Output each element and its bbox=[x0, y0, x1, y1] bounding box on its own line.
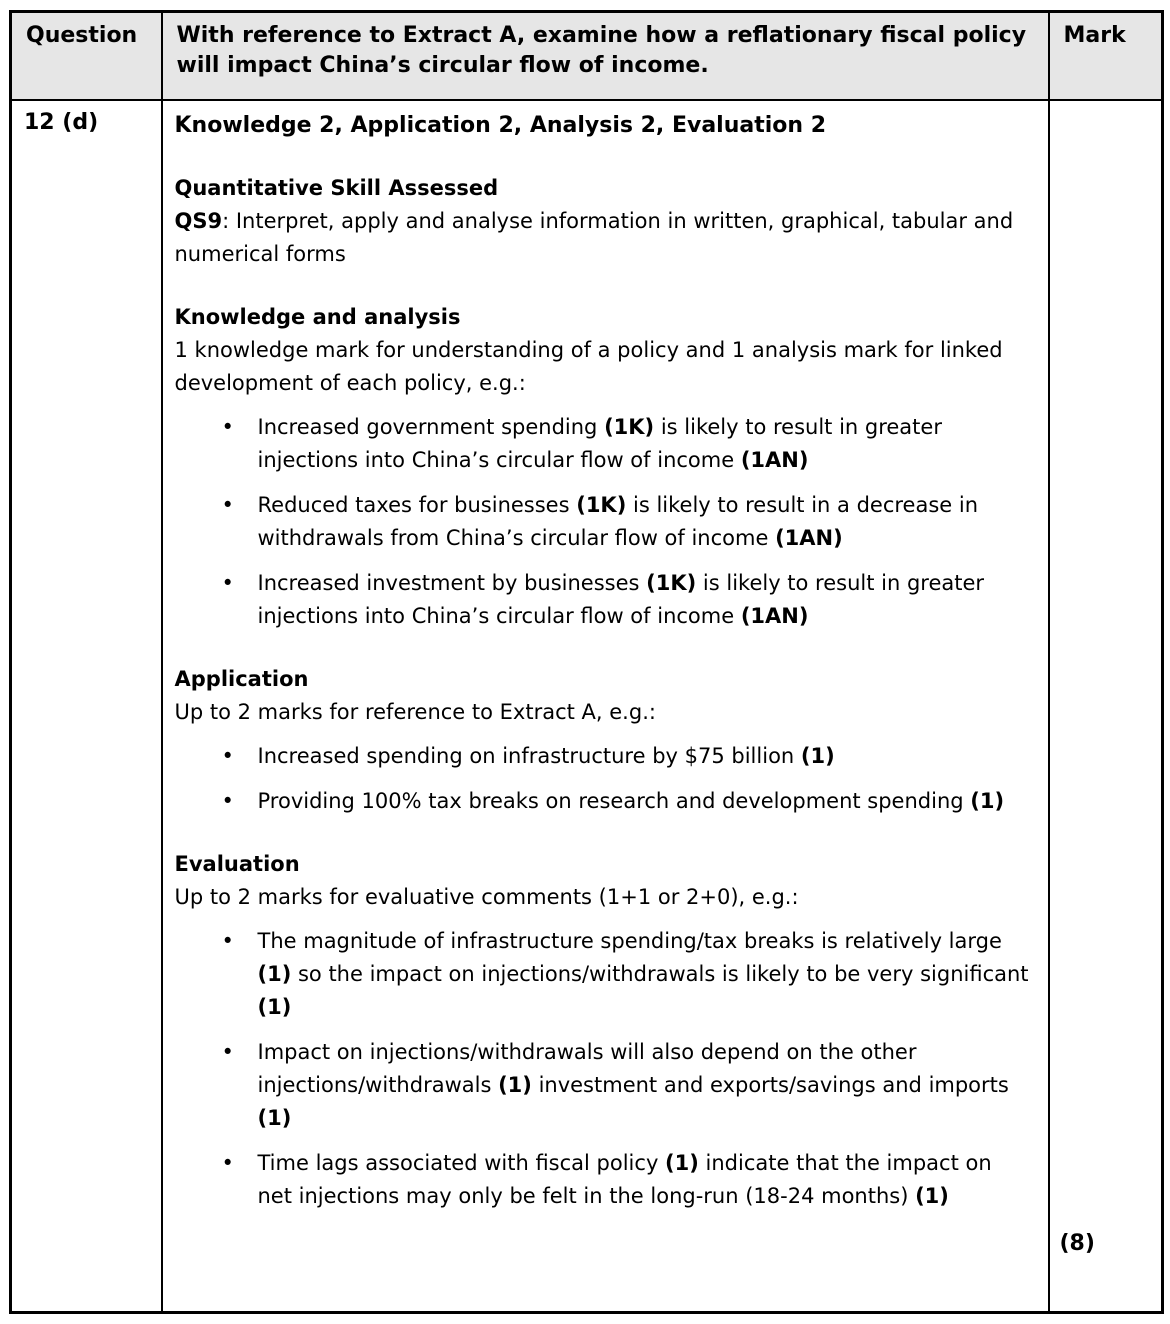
bullet-item: • Reduced taxes for businesses (1K) is likely to result in a decrease in withdrawals from China’s circular flow of income (1AN) bbox=[222, 489, 1032, 555]
mark-cell bbox=[1049, 100, 1163, 1313]
bullet-item: • The magnitude of infrastructure spending/tax breaks is relatively large (1) so the impact on injections/withdrawals is likely to be very significant (1) bbox=[222, 925, 1032, 1024]
section-heading-knowledge-analysis: Knowledge and analysis bbox=[174, 304, 461, 329]
bullet-item: • Increased government spending (1K) is likely to result in greater injections into China’s circular flow of income (1AN) bbox=[222, 411, 1032, 477]
knowledge-analysis-bullet-list bbox=[222, 411, 1032, 633]
bullet-item: • Providing 100% tax breaks on research and development spending (1) bbox=[222, 785, 1032, 818]
section-heading-evaluation: Evaluation bbox=[174, 851, 300, 876]
bullet-item: • Increased spending on infrastructure by $75 billion (1) bbox=[222, 740, 1032, 773]
assessment-objectives-title: Knowledge 2, Application 2, Analysis 2, Evaluation 2 bbox=[174, 112, 827, 138]
evaluation-bullet-list bbox=[222, 925, 1032, 1213]
answer-content-cell bbox=[162, 100, 1049, 1313]
question-text: With reference to Extract A, examine how a reflationary fiscal policy will impact China’s circular flow of income. bbox=[162, 12, 1049, 100]
mark-total: (8) bbox=[1059, 1231, 1095, 1256]
section-paragraph-evaluation: Up to 2 marks for evaluative comments (1+1 or 2+0), e.g.: bbox=[174, 884, 799, 909]
section-heading-quantitative-skill: Quantitative Skill Assessed bbox=[174, 175, 499, 200]
question-column-header: Question bbox=[11, 12, 162, 100]
section-paragraph-quantitative-skill: QS9: Interpret, apply and analyse information in written, graphical, tabular and numerical forms bbox=[174, 208, 1014, 266]
section-paragraph-application: Up to 2 marks for reference to Extract A, e.g.: bbox=[174, 699, 656, 724]
bullet-item: • Increased investment by businesses (1K) is likely to result in greater injections into China’s circular flow of income (1AN) bbox=[222, 567, 1032, 633]
question-number: 12 (d) bbox=[11, 100, 162, 1313]
application-bullet-list bbox=[222, 740, 1032, 818]
bullet-item: • Impact on injections/withdrawals will also depend on the other injections/withdrawals (1) investment and exports/savings and imports (1) bbox=[222, 1036, 1032, 1135]
bullet-item: • Time lags associated with fiscal policy (1) indicate that the impact on net injections may only be felt in the long-run (18-24 months) (1) bbox=[222, 1147, 1032, 1213]
mark-column-header: Mark bbox=[1049, 12, 1163, 100]
answer-row bbox=[11, 100, 1163, 1313]
table-header-row bbox=[11, 12, 1163, 100]
section-paragraph-knowledge-analysis: 1 knowledge mark for understanding of a policy and 1 analysis mark for linked development of each policy, e.g.: bbox=[174, 337, 1003, 395]
mark-scheme-table bbox=[9, 10, 1164, 1314]
section-heading-application: Application bbox=[174, 666, 309, 691]
